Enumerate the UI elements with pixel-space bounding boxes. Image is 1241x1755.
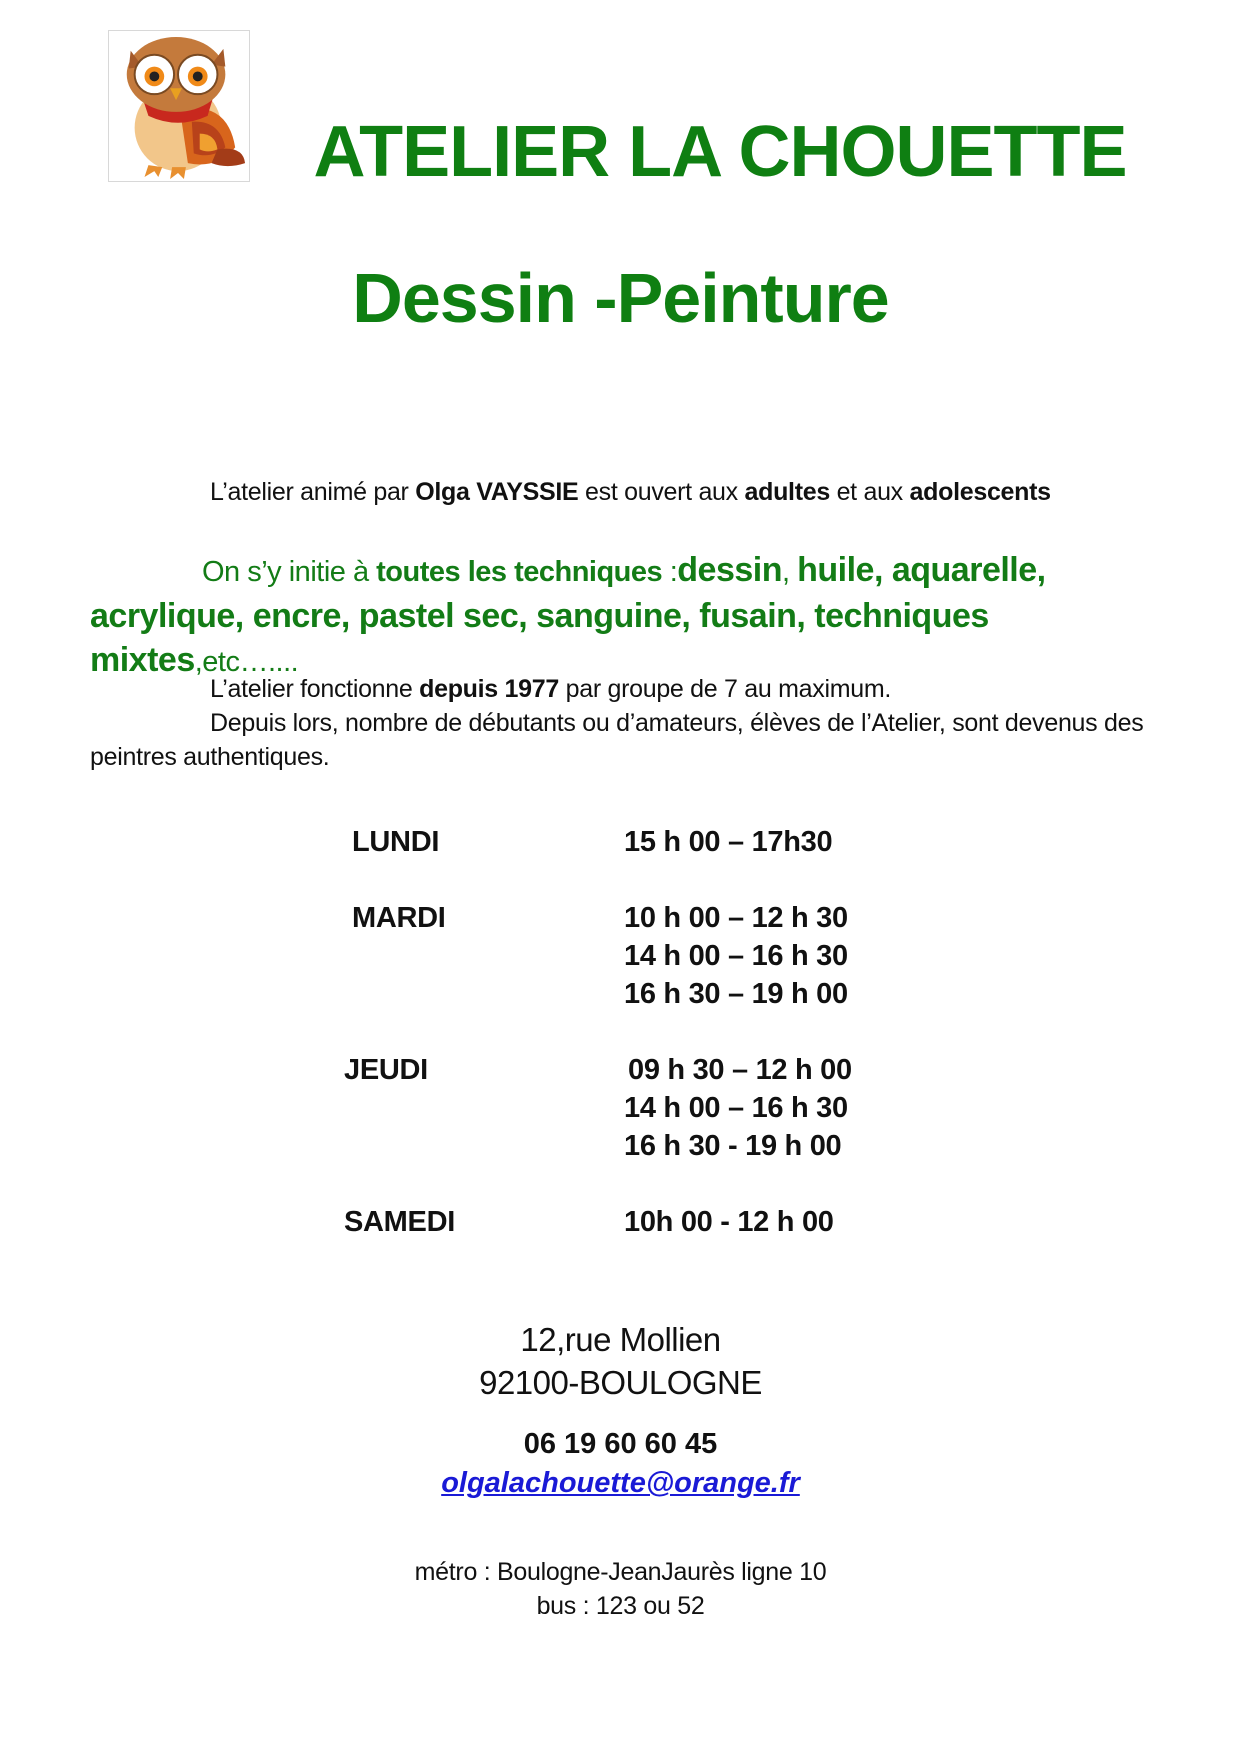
- schedule-time: 14 h 00 – 16 h 30: [624, 940, 848, 972]
- schedule-time: 09 h 30 – 12 h 00: [628, 1054, 852, 1086]
- page-subtitle: Dessin -Peinture: [352, 259, 889, 337]
- owl-icon: [109, 31, 249, 181]
- history-since: depuis 1977: [419, 675, 559, 703]
- techniques-tail: ,etc…....: [194, 646, 299, 678]
- schedule-time: 16 h 30 – 19 h 00: [624, 978, 848, 1010]
- techniques-colon: :: [662, 556, 678, 588]
- transport-metro: métro : Boulogne-JeanJaurès ligne 10: [414, 1558, 827, 1586]
- phone-number: 06 19 60 60 45: [523, 1428, 718, 1460]
- techniques-comma: ,: [782, 556, 798, 588]
- techniques-paragraph: [90, 548, 1180, 684]
- intro-text: L’atelier animé par: [210, 478, 416, 506]
- history-text: par groupe de 7 au maximum.: [558, 675, 892, 703]
- history-line-1: [90, 672, 1150, 706]
- schedule-time: 14 h 00 – 16 h 30: [624, 1092, 848, 1124]
- schedule-time: 10 h 00 – 12 h 30: [624, 902, 848, 934]
- techniques-all: toutes les techniques: [376, 556, 663, 588]
- techniques-list: huile, aquarelle, acrylique, encre, pastel sec, sanguine, fusain, techniques mixtes: [90, 551, 1046, 679]
- address-street: 12,rue Mollien: [520, 1321, 721, 1358]
- schedule-day-lundi: LUNDI: [352, 826, 440, 858]
- schedule-day-jeudi: JEUDI: [344, 1054, 428, 1086]
- teacher-name: Olga VAYSSIE: [415, 478, 579, 506]
- schedule-time: 10h 00 - 12 h 00: [624, 1206, 834, 1238]
- schedule-day-samedi: SAMEDI: [344, 1206, 455, 1238]
- address-city: 92100-BOULOGNE: [479, 1364, 762, 1401]
- history-text: L’atelier fonctionne: [210, 675, 420, 703]
- owl-logo: [108, 30, 250, 182]
- email-link[interactable]: olgalachouette@orange.fr: [441, 1467, 800, 1499]
- intro-line: [210, 476, 1051, 508]
- intro-text: est ouvert aux: [578, 478, 745, 506]
- history-paragraph: [90, 672, 1150, 774]
- transport-bus: bus : 123 ou 52: [536, 1592, 705, 1620]
- techniques-lead: On s’y initie à: [202, 556, 377, 588]
- schedule-time: 15 h 00 – 17h30: [624, 826, 833, 858]
- audience-adults: adultes: [744, 478, 830, 506]
- technique-dessin: dessin: [677, 551, 782, 589]
- schedule-day-mardi: MARDI: [352, 902, 446, 934]
- schedule-time: 16 h 30 - 19 h 00: [624, 1130, 842, 1162]
- audience-teens: adolescents: [909, 478, 1051, 506]
- page-title: ATELIER LA CHOUETTE: [313, 112, 1127, 192]
- intro-text: et aux: [829, 478, 910, 506]
- history-text: Depuis lors, nombre de débutants ou d’amateurs, élèves de l’Atelier, sont devenus des peintres authentiques.: [90, 709, 1144, 771]
- history-line-2: [90, 706, 1150, 774]
